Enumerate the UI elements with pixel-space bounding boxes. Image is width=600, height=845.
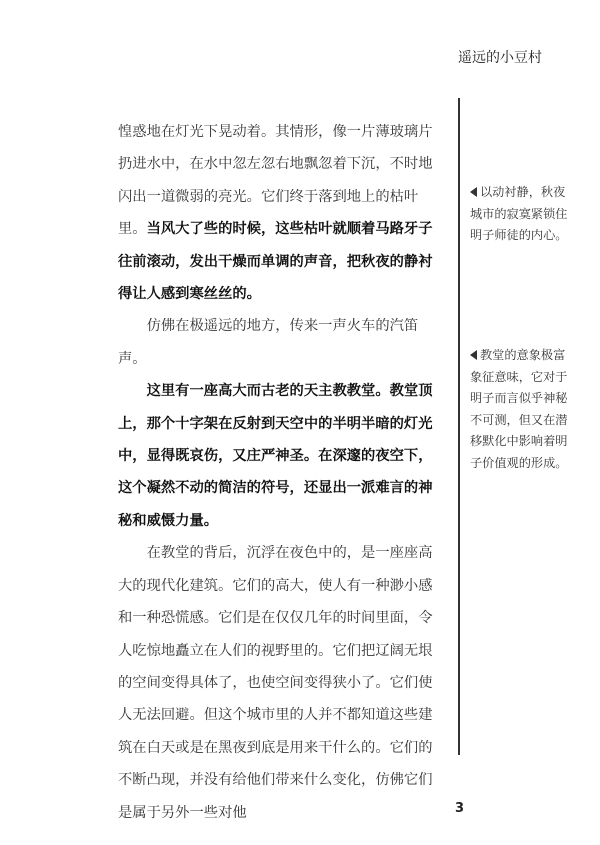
paragraph-3: 这里有一座高大而古老的天主教教堂。教堂顶上，那个十字架在反射到天空中的半明半暗的灯光中，显得既哀伤，又庄严神圣。在深邃的夜空下，这个凝然不动的简洁的符号，还显出一派难言的神秘和威慑力量。 (118, 383, 433, 529)
main-text (118, 116, 440, 829)
paragraph-1 (118, 116, 440, 310)
triangle-marker-icon (470, 187, 477, 197)
paragraph-1-plain: 惶惑地在灯光下晃动着。其情形，像一片薄玻璃片扔进水中，在水中忽左忽右地飘忽着下沉，不时地闪出一道微弱的亮光。它们终于落到地上的枯叶里。 (118, 124, 433, 238)
margin-note-1 (470, 182, 568, 247)
margin-divider (458, 98, 460, 755)
running-header: 遥远的小豆村 (458, 50, 542, 66)
margin-note-2-text: 教堂的意象极富象征意味，它对于明子而言似乎神秘不可测，但又在潜移默化中影响着明子价值观的形成。 (470, 348, 568, 470)
paragraph-4: 在教堂的背后，沉浮在夜色中的，是一座座高大的现代化建筑。它们的高大，使人有一种渺小感和一种恐慌感。它们是在仅仅几年的时间里面，令人吃惊地矗立在人们的视野里的。它们把辽阔无垠的空间变得具体了，也使空间变得狭小了。它们使人无法回避。但这个城市里的人并不都知道这些建筑在白天或是在黑夜到底是用来干什么的。它们的不断凸现，并没有给他们带来什么变化，仿佛它们是属于另外一些对他 (118, 545, 433, 821)
triangle-marker-icon (470, 350, 477, 360)
margin-note-1-text: 以动衬静，秋夜城市的寂寞紧锁住明子师徒的内心。 (470, 185, 568, 242)
paragraph-1-bold: 当风大了些的时候，这些枯叶就顺着马路牙子往前滚动，发出干燥而单调的声音，把秋夜的静衬得让人感到寒丝丝的。 (118, 221, 433, 303)
paragraph-2: 仿佛在极遥远的地方，传来一声火车的汽笛声。 (118, 318, 419, 367)
page-number: 3 (455, 801, 465, 816)
margin-note-2 (470, 345, 568, 474)
